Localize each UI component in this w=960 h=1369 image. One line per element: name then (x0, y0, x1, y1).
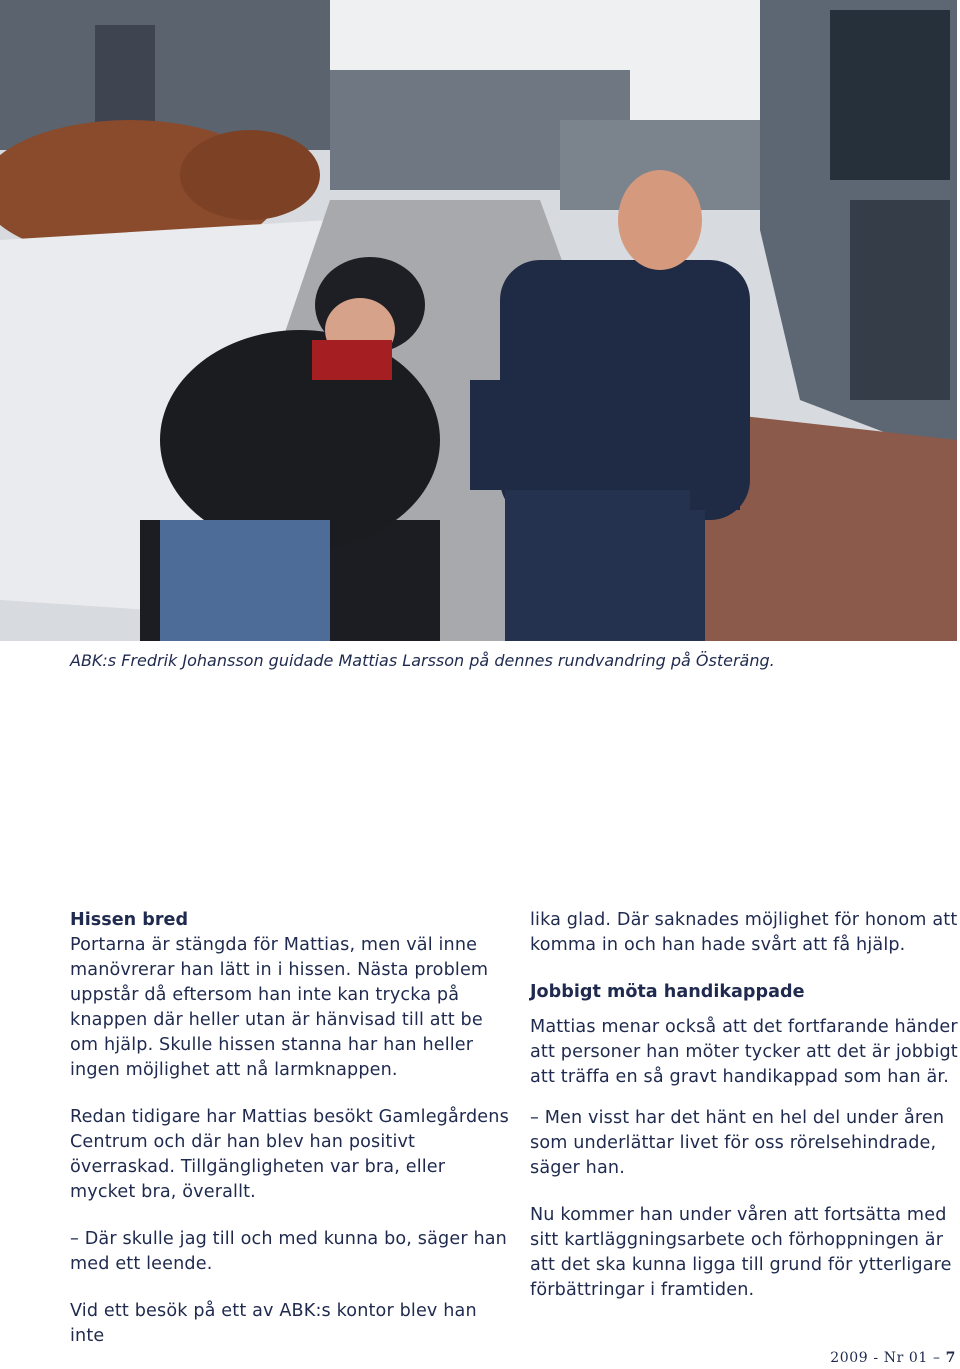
article-photo (0, 0, 957, 641)
page-footer (830, 1350, 956, 1366)
paragraph: Portarna är stängda för Mattias, men väl inne manövrerar han lätt in i hissen. Nästa problem uppstår då eftersom han inte kan trycka på knappen där heller utan är hänvisad till att be om hjälp. Skulle hissen stanna har han heller ingen möjlighet att nå larmknappen. (70, 935, 489, 1080)
section-heading-jobbigt: Jobbigt möta handikappade (530, 982, 805, 1002)
paragraph: Redan tidigare har Mattias besökt Gamlegårdens Centrum och där han blev han positivt överraskad. Tillgängligheten var bra, eller mycket bra, överallt. (70, 1107, 509, 1202)
quote-paragraph: – Men visst har det hänt en hel del under åren som underlättar livet för oss rörelsehindrade, säger han. (530, 1108, 945, 1178)
paragraph: Vid ett besök på ett av ABK:s kontor blev han inte (70, 1301, 477, 1346)
section-heading-hissen-bred: Hissen bred (70, 910, 189, 930)
paragraph: Nu kommer han under våren att fortsätta med sitt kartläggningsarbete och förhoppningen är att det ska kunna ligga till grund för ytterligare förbättringar i framtiden. (530, 1205, 952, 1300)
photo-illustration (0, 0, 957, 641)
paragraph: lika glad. Där saknades möjlighet för honom att komma in och han hade svårt att få hjälp. (530, 910, 958, 955)
page-number: 7 (945, 1350, 956, 1366)
quote-paragraph: – Där skulle jag till och med kunna bo, säger han med ett leende. (70, 1229, 507, 1274)
paragraph: Mattias menar också att det fortfarande händer att personer han möter tycker att det är jobbigt att träffa en så gravt handikappad som han är. (530, 1017, 958, 1087)
photo-caption: ABK:s Fredrik Johansson guidade Mattias Larsson på dennes rundvandring på Österäng. (70, 651, 775, 670)
right-column (530, 908, 960, 1303)
left-column (70, 908, 510, 1349)
issue-label: 2009 - Nr 01 – (830, 1350, 941, 1366)
